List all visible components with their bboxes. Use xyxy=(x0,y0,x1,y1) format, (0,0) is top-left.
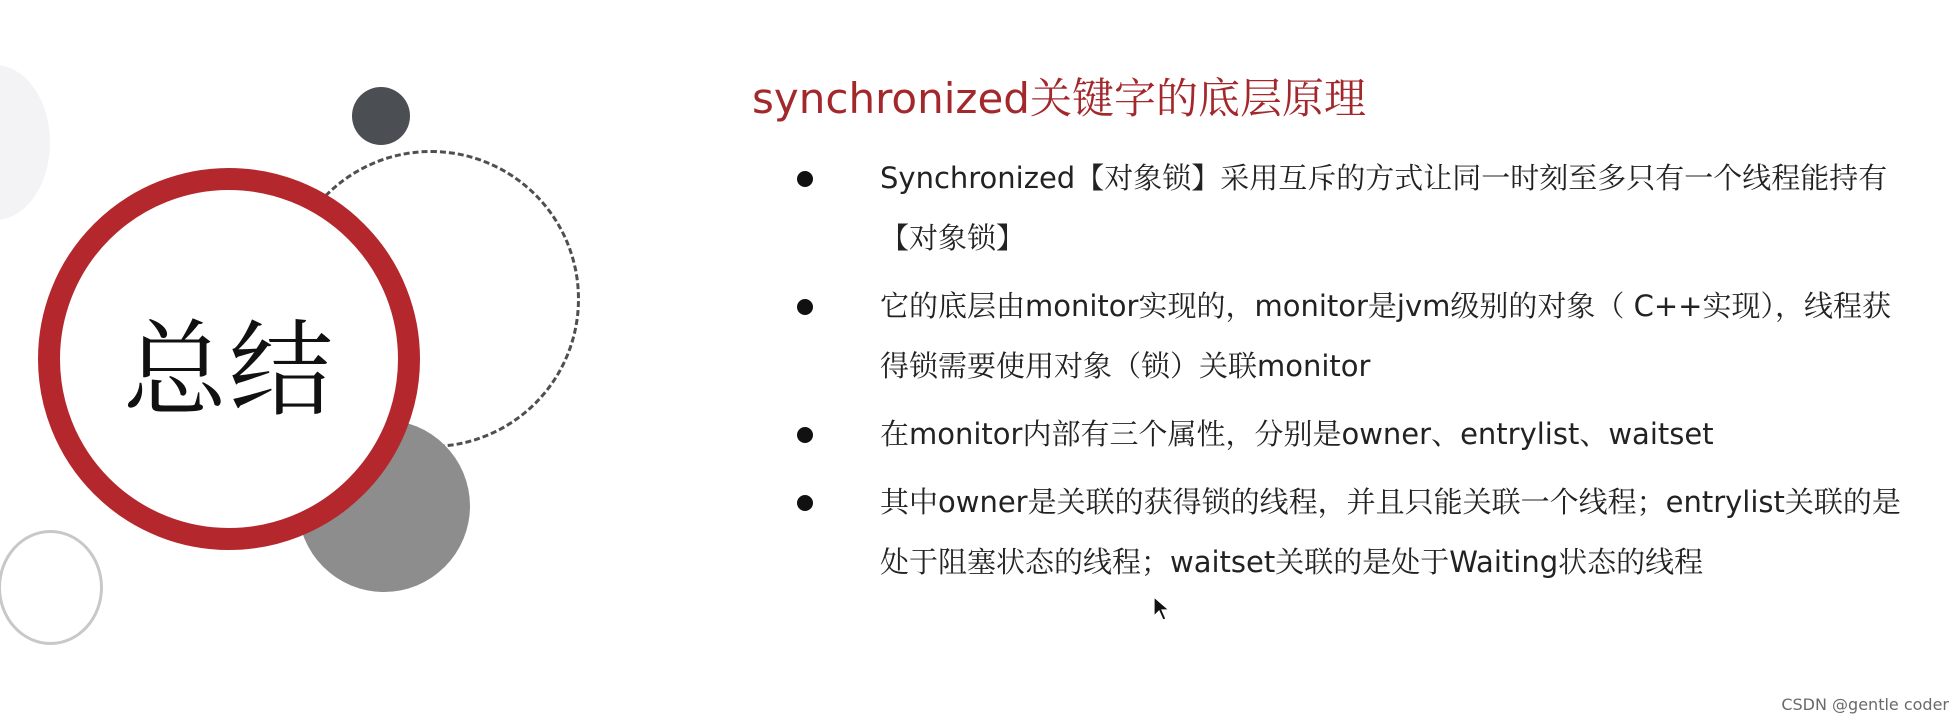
dark-dot xyxy=(352,87,410,145)
bullet-text: 它的底层由monitor实现的，monitor是jvm级别的对象（ C++实现），线程获得锁需要使用对象（锁）关联monitor xyxy=(880,289,1891,383)
bullet-item xyxy=(790,148,1910,268)
slide-title: synchronized关键字的底层原理 xyxy=(752,74,1366,123)
summary-ring xyxy=(38,168,420,550)
bullet-text: 在monitor内部有三个属性，分别是owner、entrylist、waitset xyxy=(880,417,1714,451)
bullet-dot-icon xyxy=(797,171,813,187)
bullet-item xyxy=(790,472,1910,592)
outline-circle xyxy=(0,530,103,645)
watermark: CSDN @gentle coder xyxy=(1781,695,1949,714)
summary-title: 总结 xyxy=(122,309,335,431)
decorative-blob xyxy=(0,65,50,220)
bullet-dot-icon xyxy=(797,427,813,443)
bullet-text: 其中owner是关联的获得锁的线程，并且只能关联一个线程；entrylist关联的是处于阻塞状态的线程；waitset关联的是处于Waiting状态的线程 xyxy=(880,485,1901,579)
mouse-pointer-icon xyxy=(1153,596,1171,622)
bullet-dot-icon xyxy=(797,299,813,315)
bullet-dot-icon xyxy=(797,495,813,511)
bullet-text: Synchronized【对象锁】采用互斥的方式让同一时刻至多只有一个线程能持有【对象锁】 xyxy=(880,161,1888,255)
bullet-item xyxy=(790,404,1910,464)
bullet-list xyxy=(790,148,1910,600)
bullet-item xyxy=(790,276,1910,396)
